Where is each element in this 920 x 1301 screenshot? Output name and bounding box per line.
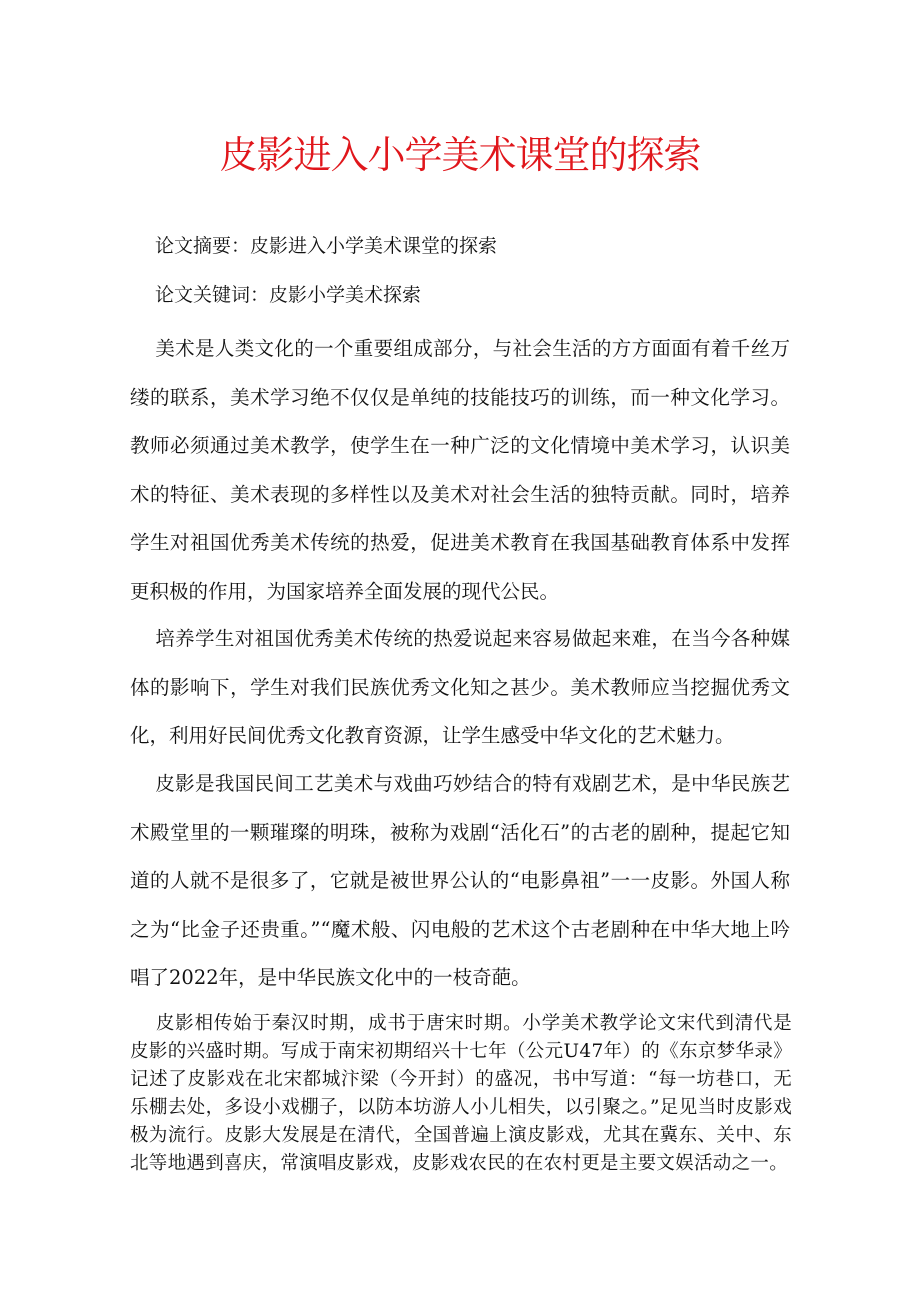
body-paragraph-2: 培养学生对祖国优秀美术传统的热爱说起来容易做起来难，在当今各种媒体的影响下，学生对我们民族优秀文化知之甚少。美术教师应当挖掘优秀文化，利用好民间优秀文化教育资源，让学生感受中华文化的艺术魅力。: [130, 627, 790, 747]
page-title: 皮影进入小学美术课堂的探索: [219, 133, 701, 177]
abstract-line: 论文摘要：皮影进入小学美术课堂的探索: [155, 235, 498, 257]
body-paragraph-4: 皮影相传始于秦汉时期，成书于唐宋时期。小学美术教学论文宋代到清代是皮影的兴盛时期。写成于南宋初期绍兴十七年（公元U47年）的《东京梦华录》记述了皮影戏在北宋都城汴梁（今开封）的盛况，书中写道：“每一坊巷口，无乐棚去处，多设小戏棚子，以防本坊游人小儿相失，以引聚之。”足见当时皮影戏极为流行。皮影大发展是在清代，全国普遍上演皮影戏，尤其在冀东、关中、东北等地遇到喜庆，常演唱皮影戏，皮影戏农民的在农村更是主要文娱活动之一。: [130, 1013, 792, 1174]
body-paragraph-3: 皮影是我国民间工艺美术与戏曲巧妙结合的特有戏剧艺术，是中华民族艺术殿堂里的一颗璀璨的明珠，被称为戏剧“活化石”的古老的剧种，提起它知道的人就不是很多了，它就是被世界公认的“电影鼻祖”一一皮影。外国人称之为“比金子还贵重。”“魔术般、闪电般的艺术这个古老剧种在中华大地上吟唱了2022年，是中华民族文化中的一枝奇葩。: [130, 772, 790, 989]
keywords-line: 论文关键词：皮影小学美术探索: [155, 284, 422, 306]
body-paragraph-1: 美术是人类文化的一个重要组成部分，与社会生活的方方面面有着千丝万缕的联系，美术学习绝不仅仅是单纯的技能技巧的训练，而一种文化学习。教师必须通过美术教学，使学生在一种广泛的文化情境中美术学习，认识美术的特征、美术表现的多样性以及美术对社会生活的独特贡献。同时，培养学生对祖国优秀美术传统的热爱，促进美术教育在我国基础教育体系中发挥更积极的作用，为国家培养全面发展的现代公民。: [130, 337, 790, 603]
